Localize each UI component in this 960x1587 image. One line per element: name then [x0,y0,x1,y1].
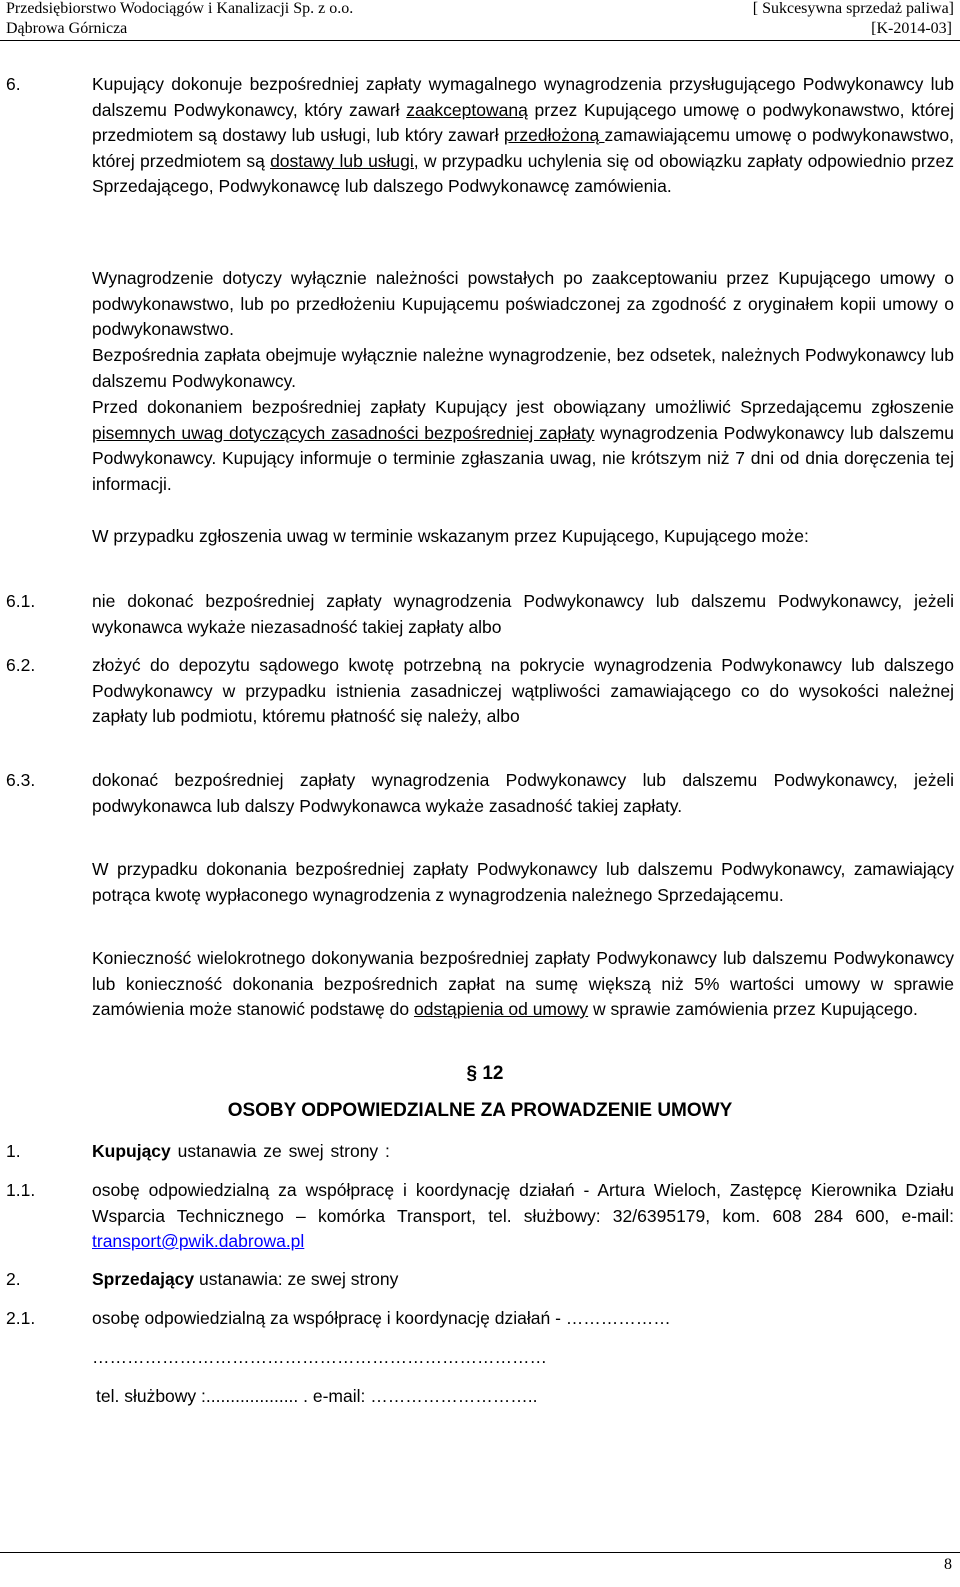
item-2-1: osobę odpowiedzialną za współpracę i koordynację działań - ……………… [92,1308,671,1328]
paragraph-6-termination: Konieczność wielokrotnego dokonywania bezpośredniej zapłaty Podwykonawcy lub dalszemu Podwykonawcy lub konieczność dokonania bezpośrednich zapłat na sumę większą niż 5% wartości umowy w sprawie zamówienia może stanowić podstawę do odstąpienia od umowy w sprawie zamówienia przez Kupującego. [92,948,954,1019]
page-number: 8 [944,1556,952,1573]
underlined-text: zaakceptowaną [406,99,528,120]
paragraph-6-remuneration: Wynagrodzenie dotyczy wyłącznie należności powstałych po zaakceptowaniu przez Kupującego umowy o podwykonawstwo, lub po przedłożeniu Kupującemu poświadczonej za zgodność z oryginałem kopii umowy o podwykonawstwo. [92,268,954,339]
footer-rule [0,1552,960,1553]
item-6-1: nie dokonać bezpośredniej zapłaty wynagrodzenia Podwykonawcy lub dalszemu Podwykonawcy, jeżeli wykonawca wykaże niezasadność takiej zapłaty albo [92,591,954,637]
paragraph-6-objections: Przed dokonaniem bezpośredniej zapłaty Kupujący jest obowiązany umożliwić Sprzedającemu zgłoszenie pisemnych uwag dotyczących zasadności bezpośredniej zapłaty wynagrodzenia Podwykonawcy lub dalszemu Podwykonawcy. Kupujący informuje o terminie zgłaszania uwag, nie krótszym niż 7 dni od dnia doręczenia tej informacji. [92,397,954,494]
section-number: § 12 [466,1063,504,1084]
document-reference: [K-2014-03] [871,20,952,37]
underlined-text: dostawy lub usługi, [270,150,419,171]
underlined-text: pisemnych uwag dotyczących zasadności bezpośredniej zapłaty [92,422,595,443]
item-2-seller: Sprzedający ustanawia: ze swej strony [92,1269,399,1289]
paragraph-6-deduction: W przypadku dokonania bezpośredniej zapłaty Podwykonawcy lub dalszemu Podwykonawcy, zamawiający potrąca kwotę wypłaconego wynagrodzenia z wynagrodzenia należnego Sprzedającemu. [92,859,954,905]
paragraph-6-scope: Bezpośrednia zapłata obejmuje wyłącznie należne wynagrodzenie, bez odsetek, należnych Podwykonawcy lub dalszemu Podwykonawcy. [92,345,954,391]
item-number-6: 6. [6,74,21,94]
item-6-3: dokonać bezpośredniej zapłaty wynagrodzenia Podwykonawcy lub dalszemu Podwykonawcy, jeżeli podwykonawca lub dalszy Podwykonawca wykaże zasadność takiej zapłaty. [92,770,954,816]
item-number-2-1: 2.1. [6,1308,36,1328]
underlined-text: odstąpienia od umowy [413,999,589,1019]
company-city: Dąbrowa Górnicza [6,20,128,37]
item-6-2: złożyć do depozytu sądowego kwotę potrzebną na pokrycie wynagrodzenia Podwykonawcy lub dalszego Podwykonawcy w przypadku istnienia zasadniczej wątpliwości zamawiającego co do wysokości należnej zapłaty lub podmiotu, któremu płatność się należy, albo [92,655,954,726]
document-title: [ Sukcesywna sprzedaż paliwa] [752,0,954,17]
underlined-text: przedłożoną [503,125,605,145]
item-number-1: 1. [6,1141,21,1161]
item-1-1: osobę odpowiedzialną za współpracę i koordynację działań - Artura Wieloch, Zastępcę Kierownika Działu Wsparcia Technicznego – komórka Transport, tel. służbowy: 32/6395179, kom. 608 284 600, e-mail: transport@pwik.dabrowa.pl [92,1180,954,1251]
item-2-1-blank-line: …………………………………………………………………… [92,1347,547,1367]
header-rule [0,40,960,41]
section-title: OSOBY ODPOWIEDZIALNE ZA PROWADZENIE UMOWY [227,1100,733,1121]
item-number-6-1: 6.1. [6,591,36,611]
item-number-6-3: 6.3. [6,770,36,790]
paragraph-6: Kupujący dokonuje bezpośredniej zapłaty wymagalnego wynagrodzenia przysługującego Podwykonawcy lub dalszemu Podwykonawcy, który zawarł zaakceptowaną przez Kupującego umowę o podwykonawstwo, której przedmiotem są dostawy lub usługi, lub który zawarł przedłożoną zamawiającemu umowę o podwykonawstwo, której przedmiotem są dostawy lub usługi, w przypadku uchylenia się od obowiązku zapłaty odpowiednio przez Sprzedającego, Podwykonawcę lub dalszego Podwykonawcę zamówienia. [92,74,954,196]
item-number-2: 2. [6,1269,21,1289]
item-number-6-2: 6.2. [6,655,36,675]
page-header [0,0,960,40]
company-name: Przedsiębiorstwo Wodociągów i Kanalizacji Sp. z o.o. [6,0,354,17]
email-link[interactable]: transport@pwik.dabrowa.pl [92,1231,305,1251]
paragraph-6-options: W przypadku zgłoszenia uwag w terminie wskazanym przez Kupującego, Kupującego może: [92,526,809,546]
item-number-1-1: 1.1. [6,1180,36,1200]
item-2-1-contact-line: tel. służbowy :................... . e-mail: ……………………….. [96,1386,538,1406]
item-1-buyer: Kupujący ustanawia ze swej strony : [92,1141,390,1161]
